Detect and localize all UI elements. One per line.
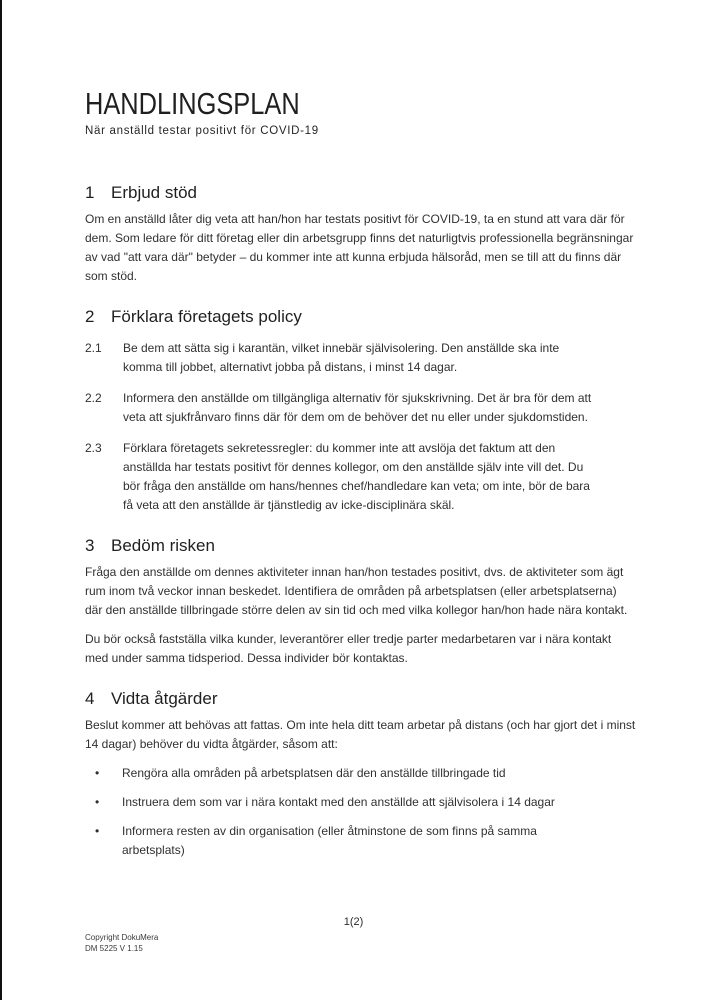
section-number: 2 [85,307,95,326]
paragraph: Om en anställd låter dig veta att han/hon har testats positivt för COVID-19, ta en stund att vara där för dem. Som ledare för ditt företag eller din arbetsgrupp finns det naturligtvis professionella begränsningar av vad "att vara där" betyder – du kommer inte att kunna erbjuda hälsoråd, men se till att du finns där som stöd. [85,212,634,283]
paragraph: Du bör också fastställa vilka kunder, leverantörer eller tredje parter medarbetaren var i nära kontakt med under samma tidsperiod. Dessa individer bör kontaktas. [85,632,612,665]
item-number: 2.2 [85,391,102,405]
bullet-icon: • [95,795,100,809]
bullet-item [85,822,637,860]
paragraph: Beslut kommer att behövas att fattas. Om inte hela ditt team arbetar på distans (och har gjort det i minst 14 dagar) behöver du vidta åtgärder, såsom att: [85,718,636,751]
bullet-icon: • [95,766,100,780]
bullet-item [85,793,637,812]
bullet-text: Informera resten av din organisation (eller åtminstone de som finns på samma arbetsplats) [122,824,537,857]
page-number: 1(2) [343,916,364,928]
numbered-item [85,389,637,427]
bullet-text: Instruera dem som var i nära kontakt med den anställde att självisolera i 14 dagar [122,795,555,809]
item-number: 2.1 [85,341,102,355]
page-subtitle: När anställd testar positivt för COVID-19 [85,125,319,137]
sections [85,183,637,860]
section-title: Erbjud stöd [111,183,197,202]
section-title: Vidta åtgärder [111,689,218,708]
section-heading [85,183,637,203]
section-heading [85,307,637,327]
item-text: Informera den anställde om tillgängliga alternativ för sjukskrivning. Det är bra för dem att veta att sjukfrånvaro finns där för dem om de behöver det nu eller under sjukdomstiden. [123,391,592,424]
section-1 [85,183,637,286]
paragraph: Fråga den anställde om dennes aktiviteter innan han/hon testades positivt, dvs. de aktiviteter som ägt rum inom två veckor innan beskedet. Identifiera de områden på arbetsplatsen (eller arbetsplatserna) där den anställde tillbringade större delen av sin tid och med vilka kollegor han/hon hade nära kontakt. [85,565,628,617]
bullet-icon: • [95,824,100,838]
document-header [85,86,637,137]
section-title: Förklara företagets policy [111,307,302,326]
section-title: Bedöm risken [111,536,215,555]
footer-doc-id: DM 5225 V 1.15 [85,943,143,953]
section-4 [85,689,637,860]
section-2 [85,307,637,515]
section-heading [85,689,637,709]
item-number: 2.3 [85,441,102,455]
item-text: Förklara företagets sekretessregler: du kommer inte att avslöja det faktum att den anställda har testats positivt för dennes kollegor, om den anställde själv inte vill det. Du bör fråga den anställde om hans/hennes chef/handledare kan veta; om inte, bör de bara få veta att den anställde är tjänstledig av icke-disciplinära skäl. [123,441,590,512]
numbered-item [85,439,637,515]
scan-edge-line [0,0,2,1000]
section-number: 1 [85,183,95,202]
bullet-text: Rengöra alla områden på arbetsplatsen där den anställde tillbringade tid [122,766,506,780]
page-title: HANDLINGSPLAN [85,86,300,121]
item-text: Be dem att sätta sig i karantän, vilket innebär självisolering. Den anställde ska inte komma till jobbet, alternativt jobba på distans, i minst 14 dagar. [123,341,560,374]
section-number: 4 [85,689,95,708]
footer-copyright: Copyright DokuMera [85,933,159,942]
numbered-item [85,339,637,377]
section-number: 3 [85,536,95,555]
section-heading [85,536,637,556]
document-footer [85,933,158,954]
bullet-list [85,764,637,860]
section-3 [85,536,637,668]
bullet-item [85,764,637,783]
